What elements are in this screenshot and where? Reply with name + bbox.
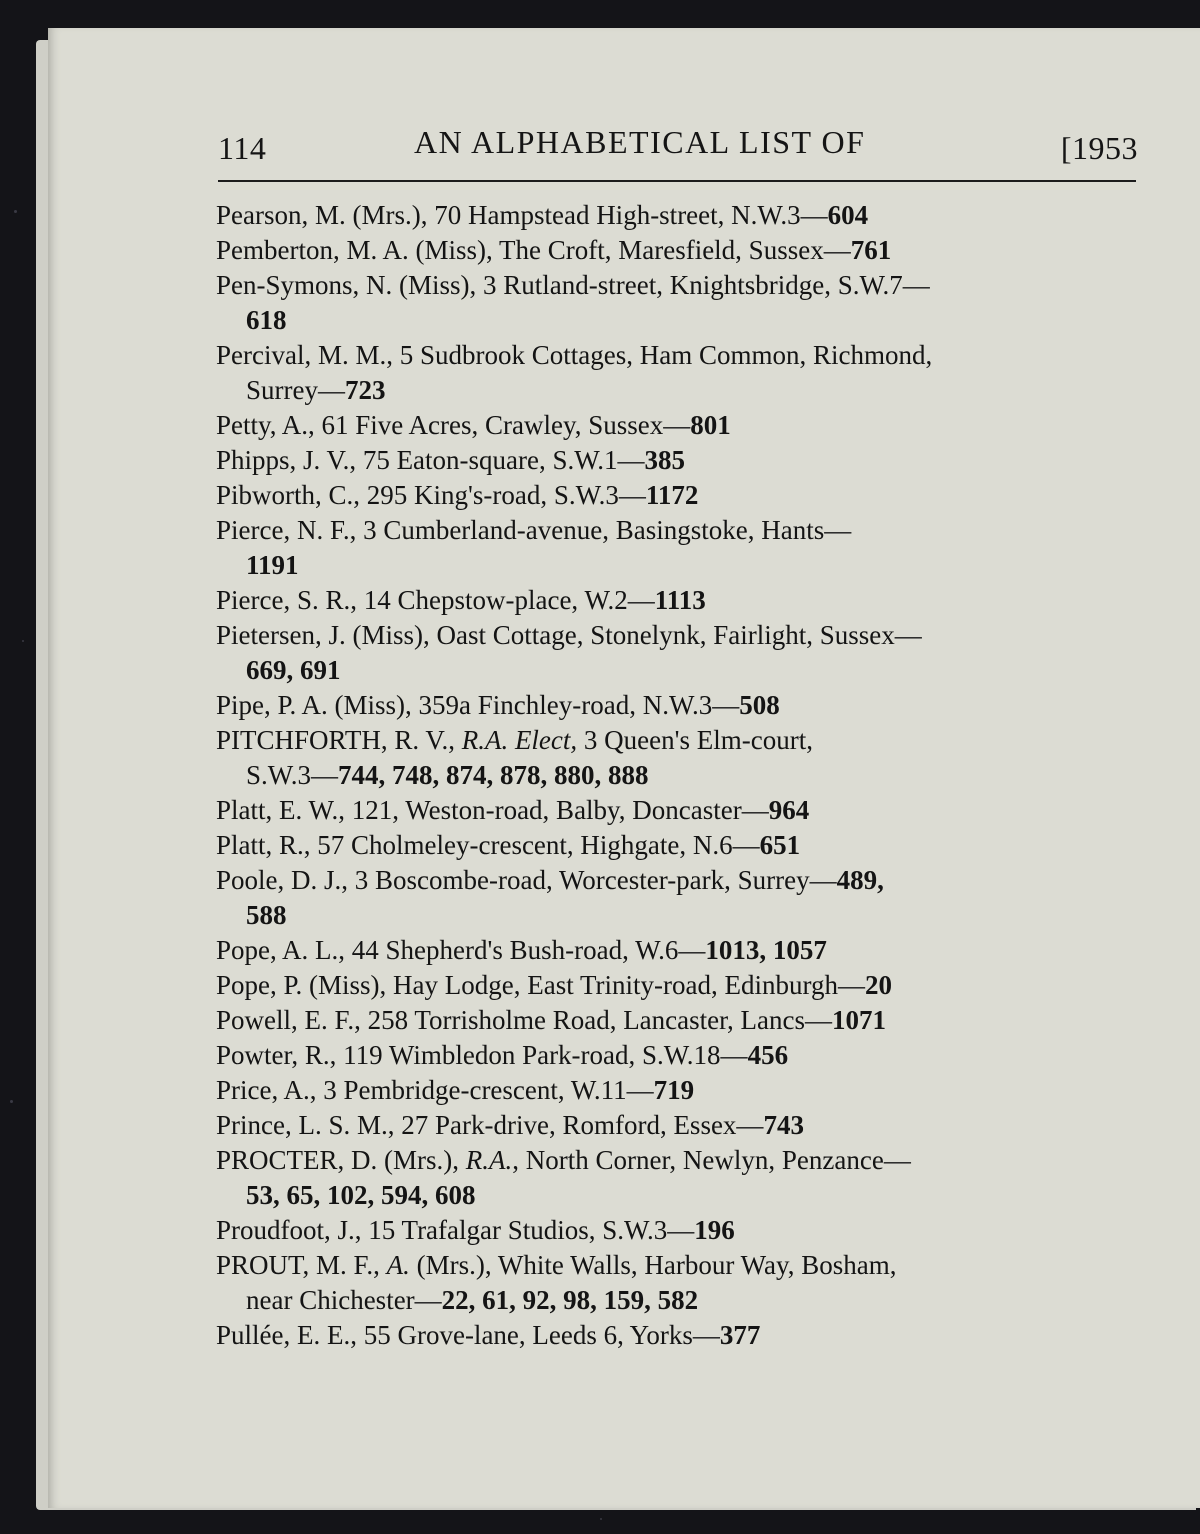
list-item: Pen-Symons, N. (Miss), 3 Rutland-street, Knightsbridge, S.W.7— <box>216 270 930 300</box>
year-marker: [1953 <box>1060 130 1138 166</box>
list-item: Pearson, M. (Mrs.), 70 Hampstead High-street, N.W.3—604 <box>216 200 869 230</box>
list-item: PROUT, M. F., A. (Mrs.), White Walls, Harbour Way, Bosham, <box>216 1250 897 1280</box>
list-item: Powell, E. F., 258 Torrisholme Road, Lancaster, Lancs—1071 <box>216 1005 887 1035</box>
list-item: Platt, R., 57 Cholmeley-crescent, Highgate, N.6—651 <box>216 830 801 860</box>
list-item: Pipe, P. A. (Miss), 359a Finchley-road, N.W.3—508 <box>216 690 780 720</box>
list-item: Pemberton, M. A. (Miss), The Croft, Maresfield, Sussex—761 <box>216 235 892 265</box>
list-item-continuation: near Chichester—22, 61, 92, 98, 159, 582 <box>246 1285 699 1315</box>
list-item: Percival, M. M., 5 Sudbrook Cottages, Ham Common, Richmond, <box>216 340 933 370</box>
header-rule <box>218 180 1136 182</box>
list-item: PROCTER, D. (Mrs.), R.A., North Corner, Newlyn, Penzance— <box>216 1145 911 1175</box>
entry-list <box>216 198 1142 1353</box>
list-item: Powter, R., 119 Wimbledon Park-road, S.W.18—456 <box>216 1040 789 1070</box>
list-item: Pietersen, J. (Miss), Oast Cottage, Stonelynk, Fairlight, Sussex— <box>216 620 922 650</box>
list-item: Petty, A., 61 Five Acres, Crawley, Sussex—801 <box>216 410 731 440</box>
list-item: Phipps, J. V., 75 Eaton-square, S.W.1—385 <box>216 445 686 475</box>
list-item-continuation: Surrey—723 <box>246 375 386 405</box>
list-item-continuation: 588 <box>246 900 287 930</box>
list-item-continuation: S.W.3—744, 748, 874, 878, 880, 888 <box>246 760 649 790</box>
page-number: 114 <box>218 130 267 166</box>
list-item-continuation: 618 <box>246 305 287 335</box>
list-item: Pope, A. L., 44 Shepherd's Bush-road, W.6—1013, 1057 <box>216 935 827 965</box>
page-title: AN ALPHABETICAL LIST OF <box>414 124 866 160</box>
list-item: PITCHFORTH, R. V., R.A. Elect, 3 Queen's Elm-court, <box>216 725 813 755</box>
list-item: Price, A., 3 Pembridge-crescent, W.11—719 <box>216 1075 695 1105</box>
list-item-continuation: 53, 65, 102, 594, 608 <box>246 1180 476 1210</box>
list-item-continuation: 1191 <box>246 550 299 580</box>
list-item-continuation: 669, 691 <box>246 655 341 685</box>
list-item: Pierce, N. F., 3 Cumberland-avenue, Basingstoke, Hants— <box>216 515 852 545</box>
list-item: Proudfoot, J., 15 Trafalgar Studios, S.W.3—196 <box>216 1215 735 1245</box>
list-item: Pierce, S. R., 14 Chepstow-place, W.2—1113 <box>216 585 706 615</box>
list-item: Prince, L. S. M., 27 Park-drive, Romford, Essex—743 <box>216 1110 804 1140</box>
list-item: Poole, D. J., 3 Boscombe-road, Worcester-park, Surrey—489, <box>216 865 884 895</box>
list-item: Pope, P. (Miss), Hay Lodge, East Trinity-road, Edinburgh—20 <box>216 970 892 1000</box>
list-item: Platt, E. W., 121, Weston-road, Balby, Doncaster—964 <box>216 795 810 825</box>
list-item: Pibworth, C., 295 King's-road, S.W.3—1172 <box>216 480 699 510</box>
running-head <box>218 124 1138 174</box>
list-item: Pullée, E. E., 55 Grove-lane, Leeds 6, Yorks—377 <box>216 1320 761 1350</box>
